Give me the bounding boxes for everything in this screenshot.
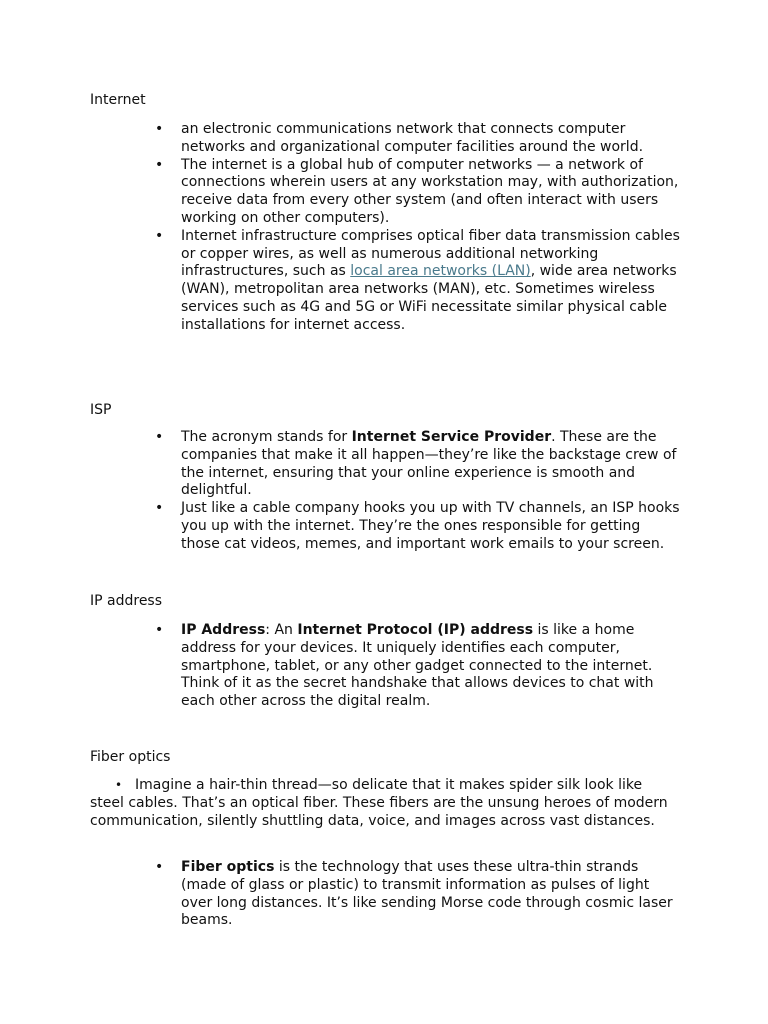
isp-term: Internet Service Provider (351, 429, 552, 445)
heading-isp: ISP (90, 402, 112, 418)
heading-internet: Internet (90, 92, 146, 108)
list-item (155, 429, 680, 500)
heading-ip-address: IP address (90, 593, 163, 609)
list-item (155, 157, 680, 228)
bullet-icon: • (115, 778, 123, 792)
heading-fiber-optics: Fiber optics (90, 749, 171, 765)
list-item (155, 228, 680, 335)
bullet-icon: • (155, 156, 164, 173)
bullet-icon: • (155, 429, 164, 445)
list-item-text-mid: : An (265, 622, 298, 638)
list-item-text-after: . These are the companies that make it all happen—they’re like the backstage crew of the internet, ensuring that your online experience is smooth and delightful. (181, 429, 677, 499)
fiber-intro: Imagine a hair-thin thread—so delicate that it makes spider silk look like steel cables. That’s an optical fiber. These fibers are the unsung heroes of modern communication, silently shuttling data, voice, and images across vast distances. (90, 777, 668, 829)
bullet-icon: • (155, 622, 164, 638)
ip-term: IP Address (181, 622, 266, 638)
fiber-term: Fiber optics (181, 859, 275, 875)
bullet-icon: • (155, 500, 164, 517)
list-item (155, 859, 680, 930)
list-item-text: Just like a cable company hooks you up with TV channels, an ISP hooks you up with the internet. They’re the ones responsible for getting those cat videos, memes, and important work emails to your screen. (181, 500, 680, 552)
ip-term-full: Internet Protocol (IP) address (297, 622, 534, 638)
list-item (155, 500, 680, 553)
fiber-list (155, 859, 680, 930)
ip-list (155, 622, 680, 711)
lan-link[interactable]: local area networks (LAN) (350, 263, 531, 280)
internet-list (155, 121, 680, 335)
bullet-icon: • (155, 859, 164, 875)
list-item-text-before: Internet infrastructure comprises optical fiber data transmission cables or copper wires, as well as numerous additional networking infrastructures, such as (181, 227, 680, 280)
list-item-text-after: is like a home address for your devices. It uniquely identifies each computer, smartphone, tablet, or any other gadget connected to the internet. Think of it as the secret handshake that allows devices to chat with each other across the digital realm. (181, 622, 654, 710)
bullet-icon: • (155, 121, 164, 137)
list-item-text-before: The acronym stands for (181, 429, 352, 445)
bullet-icon: • (155, 227, 164, 244)
list-item-text: an electronic communications network that connects computer networks and organizational computer facilities around the world. (181, 121, 644, 155)
list-item-text: The internet is a global hub of computer networks — a network of connections wherein users at any workstation may, with authorization, receive data from every other system (and often interact with users working on other computers). (181, 156, 679, 226)
isp-list (155, 429, 680, 554)
list-item (155, 622, 680, 711)
list-item-text-after: , wide area networks (WAN), metropolitan area networks (MAN), etc. Sometimes wireless services such as 4G and 5G or WiFi necessitate similar physical cable installations for internet access. (181, 263, 677, 333)
list-item (155, 121, 680, 157)
list-item-text-after: is the technology that uses these ultra-thin strands (made of glass or plastic) to transmit information as pulses of light over long distances. It’s like sending Morse code through cosmic laser beams. (181, 859, 673, 929)
